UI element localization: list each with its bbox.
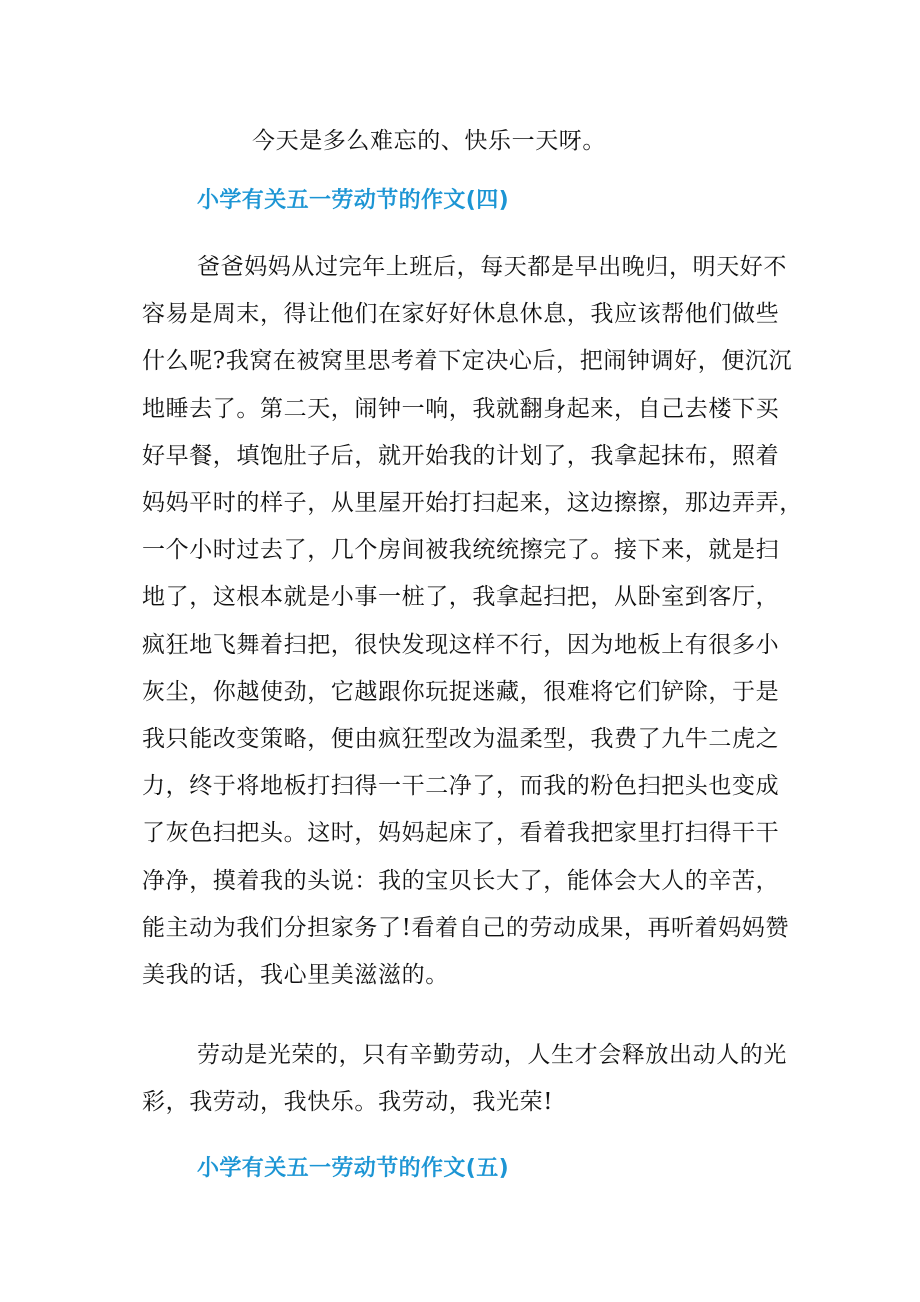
text-line: 劳动是光荣的，只有辛勤劳动，人生才会释放出动人的光 xyxy=(197,1042,787,1068)
text-line: 好早餐，填饱肚子后，就开始我的计划了，我拿起抹布，照着 xyxy=(142,442,780,469)
text-line: 妈妈平时的样子，从里屋开始打扫起来，这边擦擦，那边弄弄， xyxy=(142,490,803,517)
text-line: 力，终于将地板打扫得一干二净了，而我的粉色扫把头也变成 xyxy=(142,773,780,800)
section-heading-4: 小学有关五一劳动节的作文(四) xyxy=(197,188,510,213)
text-line: 容易是周末，得让他们在家好好休息休息，我应该帮他们做些 xyxy=(142,301,780,328)
text-line: 地睡去了。第二天，闹钟一响，我就翻身起来，自己去楼下买 xyxy=(142,395,780,422)
text-line: 灰尘，你越使劲，它越跟你玩捉迷藏，很难将它们铲除，于是 xyxy=(142,678,780,705)
text-line: 什么呢?我窝在被窝里思考着下定决心后，把闹钟调好，便沉沉 xyxy=(142,348,793,375)
text-line: 我只能改变策略，便由疯狂型改为温柔型，我费了九牛二虎之 xyxy=(142,726,780,753)
text-line: 美我的话，我心里美滋滋的。 xyxy=(142,962,449,989)
text-line: 能主动为我们分担家务了!看着自己的劳动成果，再听着妈妈赞 xyxy=(142,914,790,941)
intro-paragraph xyxy=(142,118,782,165)
text-line: 爸爸妈妈从过完年上班后，每天都是早出晚归，明天好不 xyxy=(197,254,787,280)
section-heading-5: 小学有关五一劳动节的作文(五) xyxy=(197,1156,510,1181)
text-line: 彩，我劳动，我快乐。我劳动，我光荣! xyxy=(142,1089,554,1116)
text-line: 疯狂地飞舞着扫把，很快发现这样不行，因为地板上有很多小 xyxy=(142,631,780,658)
text-line: 地了，这根本就是小事一桩了，我拿起扫把，从卧室到客厅， xyxy=(142,584,780,611)
essay-paragraph-1 xyxy=(142,244,803,999)
text-line: 净净，摸着我的头说：我的宝贝长大了，能体会大人的辛苦， xyxy=(142,867,780,894)
text-line: 今天是多么难忘的、快乐一天呀。 xyxy=(252,128,606,154)
text-line: 了灰色扫把头。这时，妈妈起床了，看着我把家里打扫得干干 xyxy=(142,820,780,847)
essay-paragraph-2 xyxy=(142,1032,787,1126)
text-line: 一个小时过去了，几个房间被我统统擦完了。接下来，就是扫 xyxy=(142,537,780,564)
